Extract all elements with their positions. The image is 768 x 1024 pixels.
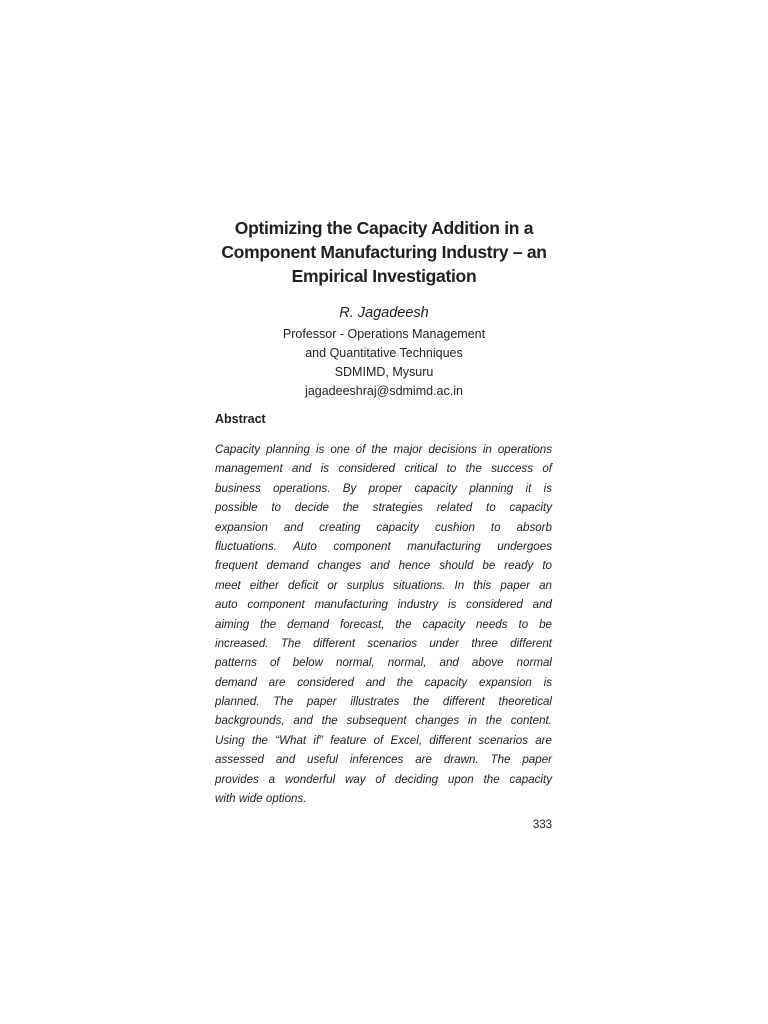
abstract-line: auto component manufacturing industry is considered and (215, 598, 552, 612)
abstract-line: patterns of below normal, normal, and above normal (215, 656, 552, 670)
abstract-body (215, 440, 552, 808)
abstract-line: meet either deficit or surplus situations. In this paper an (215, 578, 552, 592)
abstract-line: assessed and useful inferences are drawn. The paper (215, 753, 552, 767)
affiliation-position: Professor - Operations Management (282, 327, 486, 341)
abstract-line: Capacity planning is one of the major decisions in operations (215, 443, 552, 456)
abstract-line: increased. The different scenarios under three different (215, 636, 552, 650)
abstract-line: possible to decide the strategies related to capacity (215, 501, 552, 515)
abstract-heading: Abstract (215, 412, 266, 426)
abstract-line: backgrounds, and the subsequent changes in the content. (215, 714, 552, 728)
affiliation-institution: SDMIMD, Mysuru (334, 365, 434, 379)
abstract-line: planned. The paper illustrates the different theoretical (215, 695, 552, 709)
abstract-line: frequent demand changes and hence should be ready to (215, 559, 552, 573)
abstract-line: aiming the demand forecast, the capacity needs to be (215, 617, 552, 631)
paper-title (184, 216, 584, 288)
page-number: 333 (532, 819, 552, 831)
abstract-line: Using the “What if” feature of Excel, different scenarios are (215, 733, 552, 747)
paper-title-line: Optimizing the Capacity Addition in a (234, 218, 534, 238)
abstract-line: with wide options. (215, 792, 307, 806)
abstract-line: fluctuations. Auto component manufacturing undergoes (215, 539, 552, 553)
paper-title-line: Empirical Investigation (291, 266, 477, 286)
abstract-line: expansion and creating capacity cushion to absorb (215, 520, 552, 534)
abstract-line: demand are considered and the capacity expansion is (215, 675, 552, 689)
abstract-line: business operations. By proper capacity planning it is (215, 481, 552, 495)
author-affiliation (184, 325, 584, 401)
abstract-line: provides a wonderful way of deciding upon the capacity (215, 772, 552, 786)
author-name: R. Jagadeesh (339, 305, 429, 321)
abstract-line: management and is considered critical to the success of (215, 462, 552, 476)
affiliation-department: and Quantitative Techniques (305, 346, 463, 360)
author-email: jagadeeshraj@sdmimd.ac.in (305, 384, 463, 398)
paper-title-line: Component Manufacturing Industry – an (221, 242, 547, 262)
